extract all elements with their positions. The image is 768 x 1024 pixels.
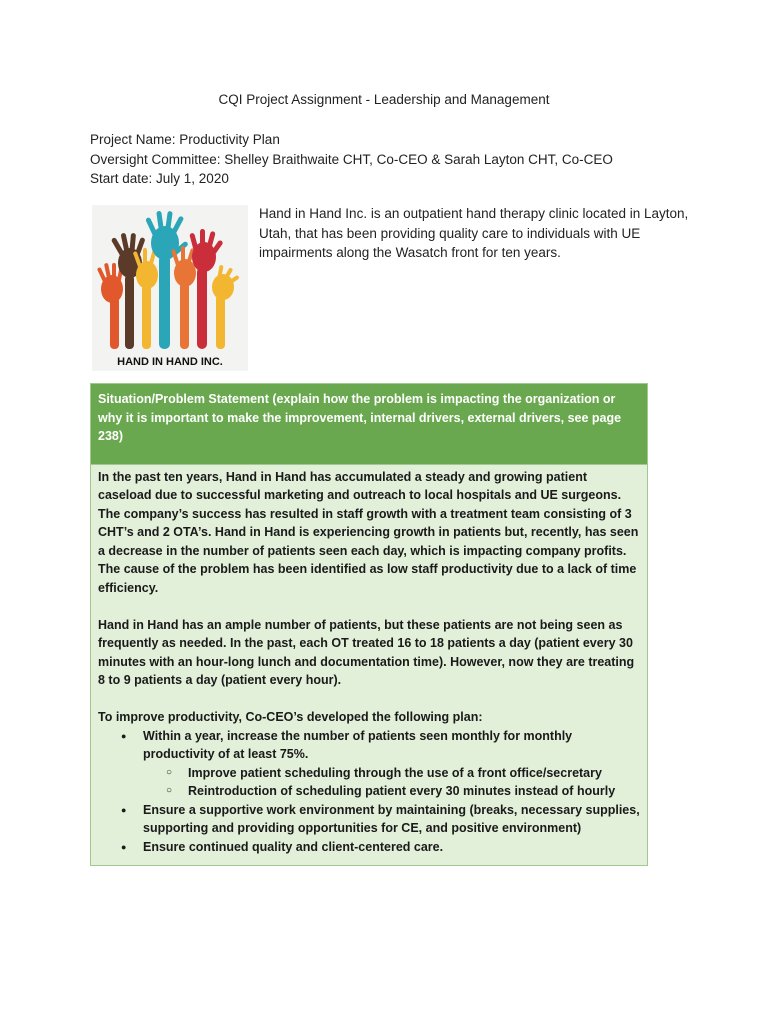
intro-paragraph: Hand in Hand Inc. is an outpatient hand therapy clinic located in Layton, Utah, that has been providing quality care to individuals with UE impairments along the Wasatch front for ten years. [259,206,689,260]
situation-problem-table [90,383,648,866]
document-title: CQI Project Assignment - Leadership and Management [218,92,550,107]
plan-list [98,727,640,857]
table-header: Situation/Problem Statement (explain how the problem is impacting the organization or why it is important to make the improvement, internal drivers, external drivers, see page 238) [91,384,647,464]
hand-icon-1 [97,263,124,349]
paragraph-1: In the past ten years, Hand in Hand has accumulated a steady and growing patient caseload due to successful marketing and outreach to local hospitals and UE surgeons. The company’s success has resulted in staff growth with a treatment team consisting of 3 CHT’s and 2 OTA’s. Hand in Hand is experiencing growth in patients but, recently, has seen a decrease in the number of patients seen each day, which is impacting company profits. The cause of the problem has been identified as low staff productivity due to a lack of time efficiency. [98,469,639,595]
hand-icon-7 [212,265,240,349]
project-meta [90,130,613,189]
start-date: Start date: July 1, 2020 [90,171,229,186]
hand-in-hand-logo [92,205,248,371]
plan-item [143,727,640,801]
raised-hands-logo-image [92,205,248,371]
plan-sublist [143,764,640,801]
table-body [91,464,647,866]
project-name: Project Name: Productivity Plan [90,132,280,147]
plan-item-text: Within a year, increase the number of patients seen monthly for monthly productivity of at least 75%. [143,728,573,761]
oversight-committee: Oversight Committee: Shelley Braithwaite CHT, Co-CEO & Sarah Layton CHT, Co-CEO [90,151,613,167]
plan-subitem: ○ Improve patient scheduling through the use of a front office/secretary [188,764,640,783]
paragraph-2: Hand in Hand has an ample number of patients, but these patients are not being seen as frequently as needed. In the past, each OT treated 16 to 18 patients a day (patient every 30 minutes with an hour-long lunch and documentation time). However, now they are treating 8 to 9 patients a day (patient every hour). [98,617,635,687]
hand-icon-5 [171,246,196,349]
plan-item: ● Ensure continued quality and client-centered care. [143,838,640,857]
plan-intro: To improve productivity, Co-CEO’s developed the following plan: [98,710,483,724]
logo-text: HAND IN HAND INC. [117,356,223,368]
plan-subitem: ○ Reintroduction of scheduling patient every 30 minutes instead of hourly [188,782,640,801]
plan-item: ● Ensure a supportive work environment by maintaining (breaks, necessary supplies, supporting and providing opportunities for CE, and positive environment) [143,801,640,838]
